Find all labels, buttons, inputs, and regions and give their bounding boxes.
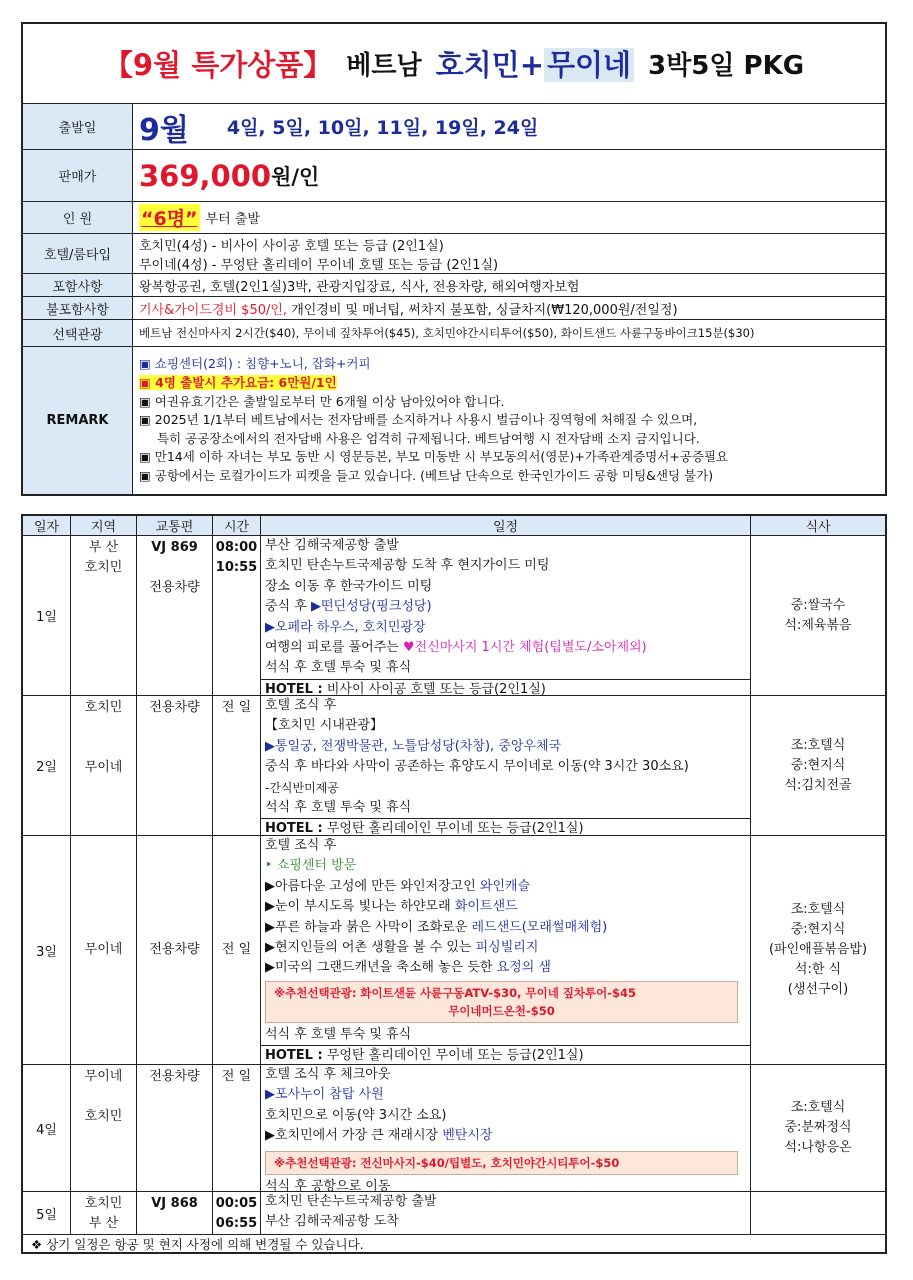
day-meals: 조:호텔식 중:현지식 석:김치전골	[784, 737, 852, 793]
day-row-3	[23, 836, 885, 1065]
optional-label: 선택관광	[23, 320, 133, 346]
remark-label: REMARK	[23, 347, 133, 494]
excluded-label: 불포함사항	[23, 297, 133, 319]
day-label: 5일	[23, 1192, 71, 1234]
remark-row	[23, 347, 885, 494]
header-region: 지역	[71, 516, 137, 535]
included-text: 왕복항공권, 호텔(2인1실)3박, 관광지입장료, 식사, 전용차량, 해외여행자보험	[139, 279, 580, 295]
page-title	[23, 24, 885, 104]
itinerary-header	[23, 516, 885, 536]
people-note: 부터 출발	[205, 212, 260, 227]
day-regions: 무이네 호치민	[71, 1065, 137, 1191]
day-transport: VJ 868	[137, 1192, 213, 1234]
footnote: ❖ 상기 일정은 항공 및 현지 사정에 의해 변경될 수 있습니다.	[31, 1237, 364, 1252]
day-row-5	[23, 1192, 885, 1235]
title-country: 베트남	[346, 51, 422, 81]
remark-item: ▣ 만14세 이하 자녀는 부모 동반 시 영문등본, 부모 미동반 시 부모동의서(영문)+가족관계증명서+공증필요	[139, 449, 729, 465]
recommended-option-box: ※추천선택관광: 화이트샌듄 사륜구동ATV-$30, 무이네 짚차투어-$45 무이네머드온천-$50	[265, 981, 738, 1023]
package-info-table	[21, 22, 887, 496]
day-transport: 전용차량	[137, 696, 213, 835]
day-schedule: 호치민 탄손누트국제공항 출발 부산 김해국제공항 도착	[261, 1192, 751, 1234]
remark-item: ▣ 2025년 1/1부터 베트남에서는 전자담배를 소지하거나 사용시 벌금이나 징역형에 처해질 수 있으며,	[139, 412, 698, 428]
departure-row	[23, 104, 885, 150]
day-times: 00:05 06:55	[213, 1192, 261, 1234]
day-meals: 조:호텔식 중:분짜정식 석:나항응온	[784, 1100, 852, 1155]
included-label: 포함사항	[23, 274, 133, 296]
remark-item: ▣ 여권유효기간은 출발일로부터 만 6개월 이상 남아있어야 합니다.	[139, 393, 505, 409]
title-duration: 3박5일 PKG	[648, 51, 805, 81]
day-meals: 중:쌀국수 석:제육볶음	[784, 597, 852, 633]
itinerary-table	[21, 514, 887, 1254]
day-label: 3일	[23, 836, 71, 1064]
day-transport: 전용차량	[137, 1065, 213, 1191]
price-label: 판매가	[23, 150, 133, 201]
day-times: 전 일	[213, 696, 261, 835]
day-schedule: 부산 김해국제공항 출발 호치민 탄손누트국제공항 도착 후 현지가이드 미팅 장소 이동 후 한국가이드 미팅 중식 후 ▶떤딘성당(핑크성당) ▶오페라 하우스, 호치민광장 여행의 피로를 풀어주는 ♥전신마사지 1시간 체험(팁별도/소아제외) 석식 후 호텔 투숙 및 휴식 HOTEL : 비사이 사이공 호텔 또는 등급(2인1실)	[261, 536, 751, 695]
day-row-2	[23, 696, 885, 836]
price-amount: 369,000	[139, 158, 272, 193]
day-regions: 호치민 무이네	[71, 696, 137, 835]
day-transport: 전용차량	[137, 836, 213, 1064]
hotel-line: 무이네(4성) - 무엉탄 홀리데이 무이네 호텔 또는 등급 (2인1실)	[139, 257, 499, 273]
day-meals	[751, 1192, 885, 1234]
excluded-row	[23, 297, 885, 320]
day-hotel: HOTEL : 비사이 사이공 호텔 또는 등급(2인1실)	[261, 679, 750, 699]
day-label: 1일	[23, 536, 71, 695]
header-meals: 식사	[805, 520, 831, 535]
day-times: 08:00 10:55	[213, 536, 261, 695]
price-unit: 원/인	[271, 164, 320, 189]
excluded-guide-fee: 기사&가이드경비 $50/인,	[139, 302, 288, 318]
day-schedule: 호텔 조식 후 체크아웃 ▶포사누이 참탑 사원 호치민으로 이동(약 3시간 소요) ▶호치민에서 가장 큰 재래시장 벤탄시장 ※추천선택관광: 전신마사지-$40/팁별도, 호치민야간시티투어-$50 석식 후 공항으로 이동	[261, 1065, 751, 1191]
recommended-option-box: ※추천선택관광: 전신마사지-$40/팁별도, 호치민야간시티투어-$50	[265, 1151, 738, 1175]
hotel-line: 호치민(4성) - 비사이 사이공 호텔 또는 등급 (2인1실)	[139, 238, 444, 254]
hotel-label: 호텔/룸타입	[23, 234, 133, 273]
remark-item: ▣ 4명 출발시 추가요금: 6만원/1인	[139, 375, 337, 391]
title-cities: 호치민+ 무이네	[436, 43, 634, 84]
optional-text: 베트남 전신마사지 2시간($40), 무이네 짚차투어($45), 호치민야간시티투어($50), 화이트샌드 사륜구동바이크15분($30)	[139, 326, 755, 340]
departure-dates: 4일, 5일, 10일, 11일, 19일, 24일	[226, 117, 539, 139]
header-transport: 교통편	[137, 516, 213, 535]
title-bracket: 【9월 특가상품】	[103, 48, 333, 82]
header-schedule: 일정	[261, 516, 751, 535]
day-hotel: HOTEL : 무엉탄 홀리데이인 무이네 또는 등급(2인1실)	[261, 818, 750, 838]
day-hotel: HOTEL : 무엉탄 홀리데이인 무이네 또는 등급(2인1실)	[261, 1045, 750, 1065]
people-label: 인 원	[23, 202, 133, 233]
people-count: “6명”	[139, 204, 200, 231]
remark-item: ▣ 쇼핑센터(2회) : 침향+노니, 잡화+커피	[139, 356, 371, 372]
day-meals: 조:호텔식 중:현지식 (파인애플볶음밥) 석:한 식 (생선구이)	[768, 902, 868, 997]
header-time: 시간	[213, 516, 261, 535]
optional-row	[23, 320, 885, 347]
departure-month: 9월	[139, 112, 189, 148]
excluded-text: 개인경비 및 매너팁, 써차지 불포함, 싱글차지(₩120,000원/전일정)	[287, 302, 678, 318]
day-times: 전 일	[213, 1065, 261, 1191]
remark-item: ▣ 공항에서는 로컬가이드가 피켓을 들고 있습니다. (베트남 단속으로 한국인가이드 공항 미팅&샌딩 불가)	[139, 467, 714, 483]
hotel-row	[23, 234, 885, 274]
day-label: 2일	[23, 696, 71, 835]
day-regions: 부 산 호치민	[71, 536, 137, 695]
day-regions: 무이네	[71, 836, 137, 1064]
day-schedule: 호텔 조식 후 【호치민 시내관광】 ▶통일궁, 전쟁박물관, 노틀담성당(차창), 중앙우체국 중식 후 바다와 사막이 공존하는 휴양도시 무이네로 이동(약 3시간 30소요) -간식반미제공 석식 후 호텔 투숙 및 휴식 HOTEL : 무엉탄 홀리데이인 무이네 또는 등급(2인1실)	[261, 696, 751, 835]
people-row	[23, 202, 885, 234]
day-regions: 호치민 부 산	[71, 1192, 137, 1234]
day-transport: VJ 869 전용차량	[137, 536, 213, 695]
departure-label: 출발일	[23, 104, 133, 149]
day-row-1	[23, 536, 885, 696]
day-row-4	[23, 1065, 885, 1192]
price-row	[23, 150, 885, 202]
header-day: 일자	[23, 516, 71, 535]
day-times: 전 일	[213, 836, 261, 1064]
included-row	[23, 274, 885, 297]
remark-item: 특히 공공장소에서의 전자담배 사용은 엄격히 규제됩니다. 베트남여행 시 전자담배 소지 금지입니다.	[157, 430, 700, 446]
day-label: 4일	[23, 1065, 71, 1191]
day-schedule: 호텔 조식 후 ‣ 쇼핑센터 방문 ▶아름다운 고성에 만든 와인저장고인 와인캐슬 ▶눈이 부시도록 빛나는 하얀모래 화이트샌드 ▶푸른 하늘과 붉은 사막이 조화로운 레드샌드(모래썰매체험) ▶현지인들의 어촌 생활을 볼 수 있는 피싱빌리지 ▶미국의 그랜드캐년을 축소해 놓은 듯한 요정의 샘 ※추천선택관광: 화이트샌듄 사륜구동ATV-$30, 무이네 짚차투어-$45 무이네머드온천-$50 석식 후 호텔 투숙 및 휴식 HOTEL : 무엉탄 홀리데이인 무이네 또는 등급(2인1실)	[261, 836, 751, 1064]
